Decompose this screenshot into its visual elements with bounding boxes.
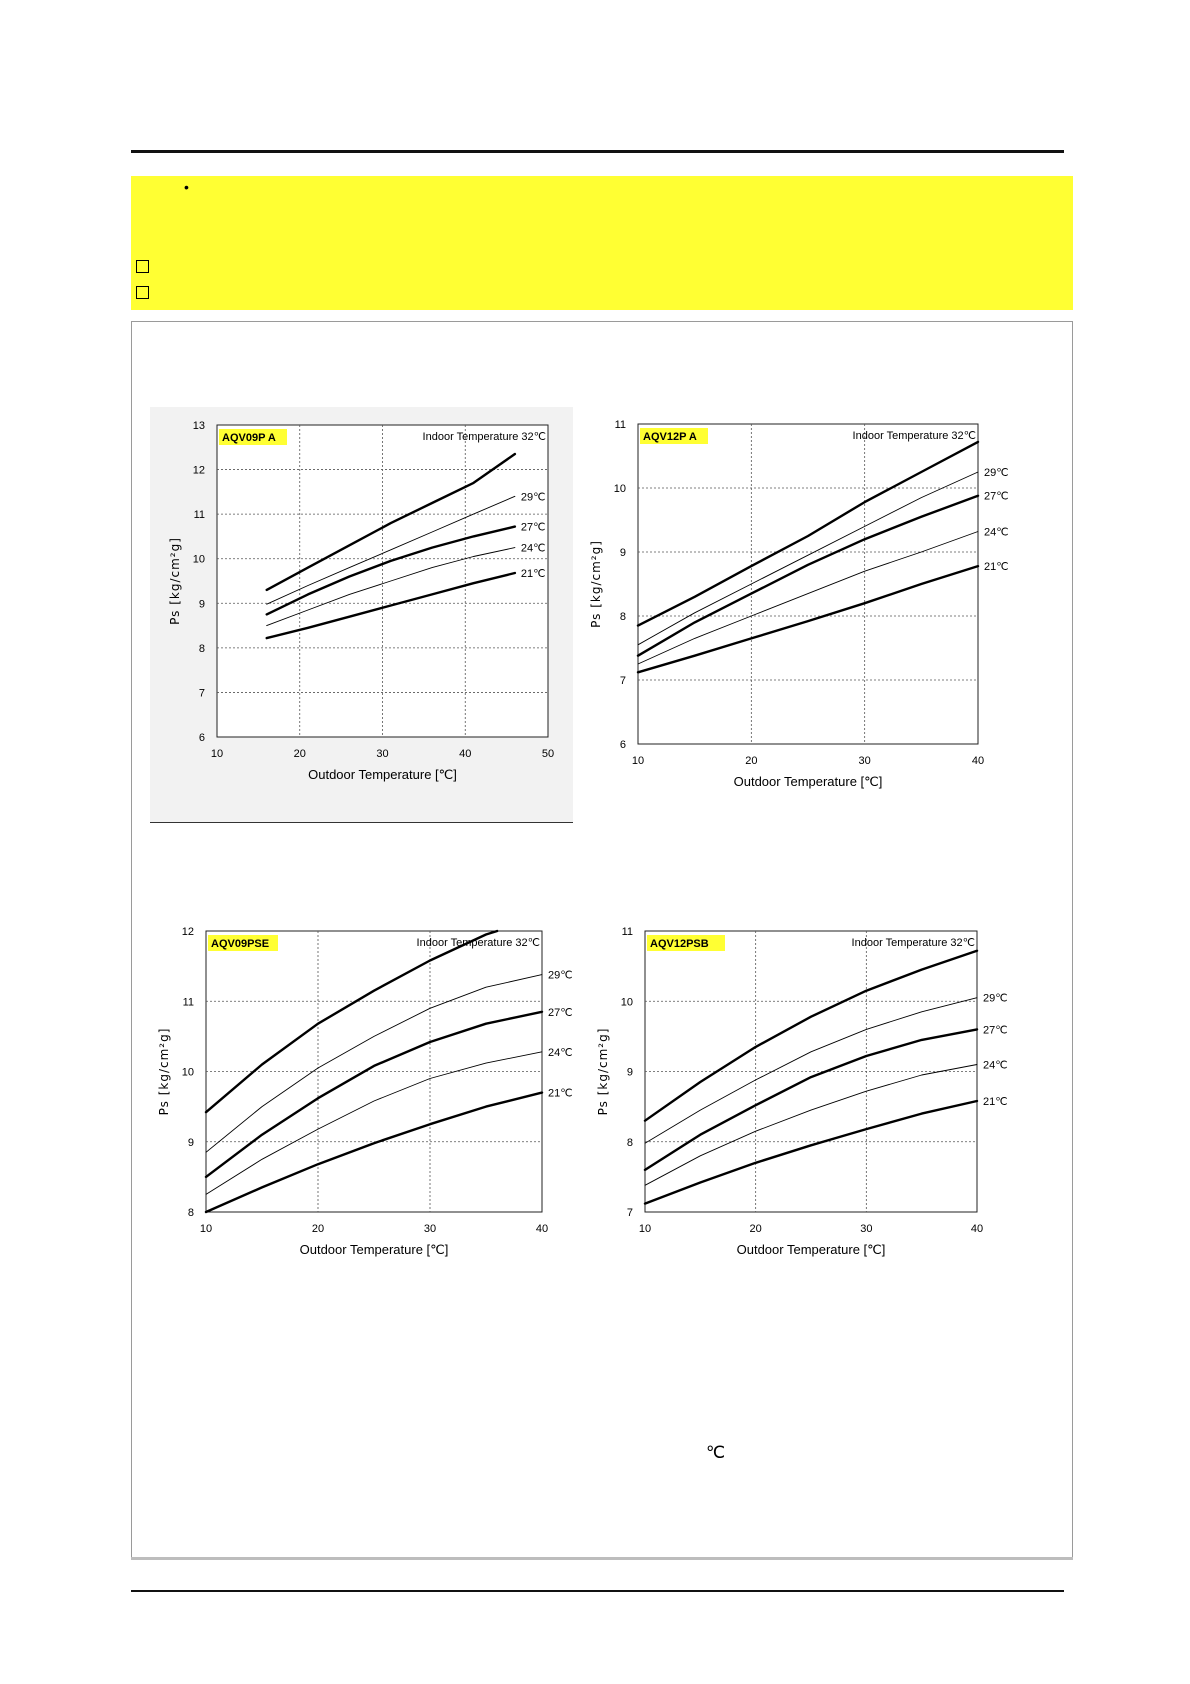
model-label: AQV12PSB bbox=[650, 938, 709, 950]
series-label-27c: 27℃ bbox=[984, 490, 1009, 503]
frame-base bbox=[131, 1557, 1073, 1560]
y-tick-label: 11 bbox=[614, 419, 626, 431]
x-tick-label: 40 bbox=[535, 1223, 549, 1235]
y-tick-label: 9 bbox=[619, 547, 626, 559]
y-tick-label: 12 bbox=[181, 926, 194, 938]
series-label-21c: 21℃ bbox=[548, 1087, 573, 1100]
model-label: AQV09P A bbox=[222, 432, 276, 444]
x-tick-label: 30 bbox=[376, 748, 389, 760]
series-label-24c: 24℃ bbox=[984, 526, 1009, 539]
model-label: AQV09PSE bbox=[211, 938, 270, 950]
y-axis-label: Ps [kg/cm²g] bbox=[589, 540, 603, 628]
x-tick-label: 30 bbox=[858, 755, 871, 767]
x-tick-label: 20 bbox=[749, 1223, 762, 1235]
y-tick-label: 6 bbox=[619, 739, 626, 751]
chart-aqv09pse bbox=[150, 915, 573, 1270]
model-label: AQV12P A bbox=[643, 431, 697, 443]
y-tick-label: 8 bbox=[626, 1136, 633, 1149]
checkbox-2[interactable] bbox=[136, 286, 149, 299]
series-label-27c: 27℃ bbox=[983, 1024, 1008, 1037]
bullet-dot: • bbox=[184, 179, 189, 195]
y-axis-label: Ps [kg/cm²g] bbox=[157, 1027, 171, 1116]
x-tick-label: 40 bbox=[970, 1223, 984, 1235]
legend-title: Indoor Temperature 32℃ bbox=[851, 937, 975, 949]
series-label-24c: 24℃ bbox=[983, 1059, 1008, 1072]
legend-title: Indoor Temperature 32℃ bbox=[422, 431, 546, 443]
y-tick-label: 8 bbox=[198, 642, 205, 655]
highlight-band bbox=[131, 176, 1073, 310]
legend-title: Indoor Temperature 32℃ bbox=[416, 937, 540, 949]
y-tick-label: 7 bbox=[619, 675, 626, 687]
series-label-29c: 29℃ bbox=[984, 467, 1009, 479]
x-axis-label: Outdoor Temperature [℃] bbox=[733, 774, 883, 789]
unit-symbol: ℃ bbox=[706, 1443, 726, 1462]
y-tick-label: 10 bbox=[192, 553, 205, 566]
top-rule bbox=[131, 150, 1064, 153]
chart-aqv09p bbox=[150, 407, 573, 822]
x-tick-label: 30 bbox=[860, 1223, 873, 1235]
y-tick-label: 9 bbox=[187, 1136, 194, 1149]
series-label-27c: 27℃ bbox=[548, 1006, 573, 1019]
x-tick-label: 20 bbox=[311, 1223, 325, 1235]
series-label-27c: 27℃ bbox=[520, 521, 546, 534]
y-tick-label: 9 bbox=[626, 1066, 633, 1079]
y-tick-label: 12 bbox=[192, 464, 205, 477]
x-tick-label: 40 bbox=[971, 755, 985, 767]
x-tick-label: 10 bbox=[638, 1223, 652, 1235]
series-label-21c: 21℃ bbox=[984, 561, 1009, 574]
x-tick-label: 30 bbox=[423, 1223, 437, 1235]
y-tick-label: 10 bbox=[613, 483, 626, 495]
y-tick-label: 11 bbox=[621, 926, 633, 938]
y-axis-label: Ps [kg/cm²g] bbox=[596, 1027, 610, 1116]
y-tick-label: 9 bbox=[198, 598, 205, 611]
legend-title: Indoor Temperature 32℃ bbox=[852, 430, 976, 442]
plot-area bbox=[638, 424, 978, 744]
series-label-24c: 24℃ bbox=[548, 1046, 573, 1059]
x-tick-label: 20 bbox=[293, 748, 306, 760]
x-tick-label: 10 bbox=[210, 748, 224, 760]
x-tick-label: 40 bbox=[459, 748, 472, 760]
y-tick-label: 11 bbox=[182, 996, 194, 1009]
series-label-29c: 29℃ bbox=[520, 491, 546, 504]
x-tick-label: 10 bbox=[631, 755, 645, 767]
series-label-21c: 21℃ bbox=[520, 567, 546, 580]
y-tick-label: 10 bbox=[181, 1066, 194, 1079]
x-tick-label: 20 bbox=[745, 755, 758, 767]
y-tick-label: 11 bbox=[193, 509, 205, 522]
chart-underline bbox=[150, 822, 573, 823]
y-axis-label: Ps [kg/cm²g] bbox=[168, 537, 182, 625]
y-tick-label: 7 bbox=[626, 1207, 633, 1219]
y-tick-label: 10 bbox=[620, 996, 633, 1009]
series-label-24c: 24℃ bbox=[520, 542, 546, 555]
x-axis-label: Outdoor Temperature [℃] bbox=[308, 767, 457, 782]
y-tick-label: 8 bbox=[619, 611, 626, 623]
y-tick-label: 8 bbox=[187, 1207, 194, 1219]
y-tick-label: 7 bbox=[198, 687, 205, 700]
x-tick-label: 50 bbox=[541, 748, 555, 760]
bottom-rule bbox=[131, 1590, 1064, 1592]
y-tick-label: 6 bbox=[198, 732, 205, 744]
series-label-29c: 29℃ bbox=[548, 969, 573, 982]
x-tick-label: 10 bbox=[199, 1223, 213, 1235]
chart-aqv12p bbox=[580, 407, 1009, 822]
x-axis-label: Outdoor Temperature [℃] bbox=[736, 1242, 886, 1257]
checkbox-1[interactable] bbox=[136, 260, 149, 273]
chart-aqv12psb bbox=[585, 915, 1008, 1270]
x-axis-label: Outdoor Temperature [℃] bbox=[299, 1242, 449, 1257]
series-label-29c: 29℃ bbox=[983, 992, 1008, 1005]
y-tick-label: 13 bbox=[192, 420, 205, 432]
series-label-21c: 21℃ bbox=[983, 1096, 1008, 1109]
